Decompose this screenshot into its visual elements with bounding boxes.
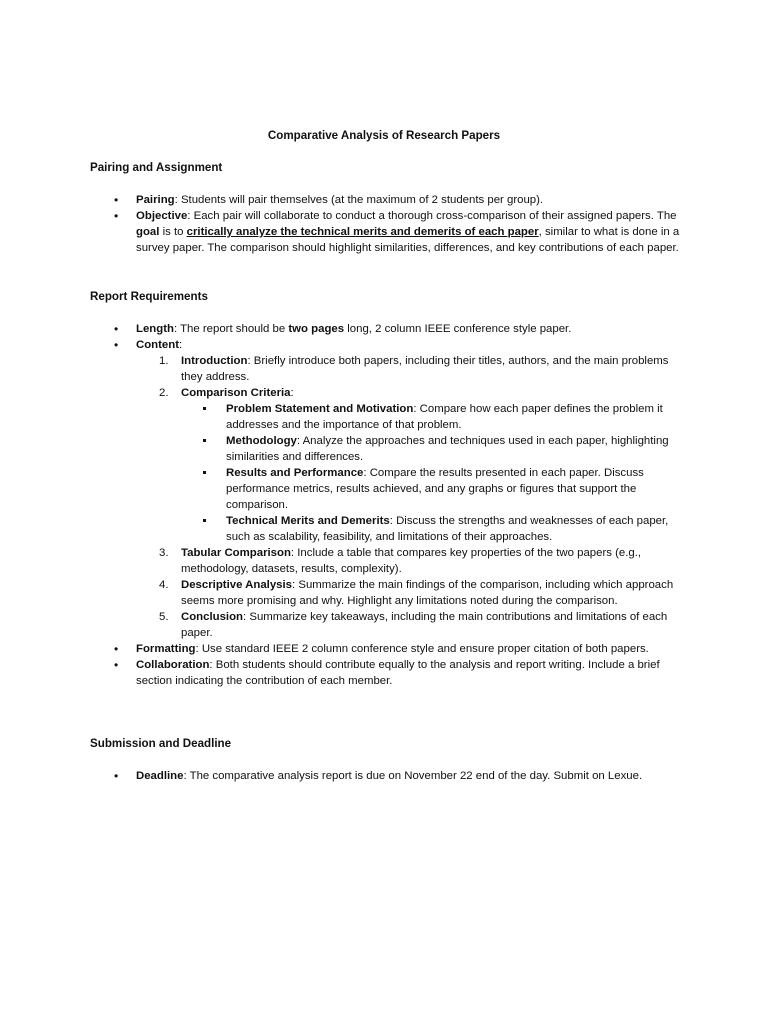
list-item bbox=[136, 353, 690, 385]
objective-item bbox=[90, 208, 690, 256]
collaboration-label: Collaboration bbox=[136, 659, 210, 671]
list-item bbox=[136, 609, 690, 641]
section-heading-submission: Submission and Deadline bbox=[90, 737, 232, 750]
section-heading-report: Report Requirements bbox=[90, 290, 208, 303]
section-heading-pairing: Pairing and Assignment bbox=[90, 161, 223, 174]
formatting-label: Formatting bbox=[136, 643, 196, 655]
pairing-item bbox=[90, 192, 690, 208]
criteria-text: : Compare how each paper defines the problem it addresses and the importance of that problem. bbox=[226, 403, 663, 431]
length-label: Length bbox=[136, 323, 174, 335]
submission-list bbox=[90, 768, 690, 784]
objective-text-3: , similar to what is done in a survey paper. The comparison should highlight similarities, differences, and key contributions of each paper. bbox=[136, 226, 680, 254]
criteria-item bbox=[181, 465, 690, 513]
criteria-text: : Analyze the approaches and techniques used in each paper, highlighting similarities and differences. bbox=[226, 435, 669, 463]
item-number: 3. bbox=[159, 547, 169, 559]
criteria-text: : Compare the results presented in each paper. Discuss performance metrics, results achieved, and any graphs or figures that support the comparison. bbox=[226, 467, 644, 511]
item-text: : Summarize key takeaways, including the main contributions and limitations of each paper. bbox=[181, 611, 668, 639]
content-numbered-list bbox=[136, 353, 690, 641]
formatting-text: : Use standard IEEE 2 column conference style and ensure proper citation of both papers. bbox=[195, 643, 649, 655]
deadline-text: : The comparative analysis report is due on November 22 end of the day. Submit on Lexue. bbox=[183, 770, 643, 782]
deadline-item bbox=[90, 768, 690, 784]
content-item bbox=[90, 337, 690, 641]
list-item bbox=[136, 545, 690, 577]
pairing-label: Pairing bbox=[136, 194, 175, 206]
criteria-label: Methodology bbox=[226, 435, 297, 447]
criteria-label: Problem Statement and Motivation bbox=[226, 403, 414, 415]
collaboration-item bbox=[90, 657, 690, 689]
criteria-item bbox=[181, 513, 690, 545]
length-text-2: long, 2 column IEEE conference style paper. bbox=[344, 323, 572, 335]
document-title: Comparative Analysis of Research Papers bbox=[267, 129, 501, 142]
goal-word: goal bbox=[136, 226, 160, 238]
length-emphasis: two pages bbox=[288, 323, 345, 335]
objective-label: Objective bbox=[136, 210, 188, 222]
item-label: Tabular Comparison bbox=[181, 547, 291, 559]
list-item bbox=[136, 385, 690, 545]
objective-text-2: is to bbox=[159, 226, 187, 238]
criteria-item bbox=[181, 433, 690, 465]
item-number: 2. bbox=[159, 387, 169, 399]
list-item bbox=[136, 577, 690, 609]
report-list bbox=[90, 321, 690, 689]
item-label: Introduction bbox=[181, 355, 248, 367]
criteria-list bbox=[181, 401, 690, 545]
item-label: Conclusion bbox=[181, 611, 244, 623]
item-label: Descriptive Analysis bbox=[181, 579, 293, 591]
deadline-label: Deadline bbox=[136, 770, 184, 782]
objective-emphasis: critically analyze the technical merits and demerits of each paper bbox=[186, 226, 539, 238]
criteria-label: Results and Performance bbox=[226, 467, 364, 479]
formatting-item bbox=[90, 641, 690, 657]
item-text: : bbox=[290, 387, 294, 399]
item-label: Comparison Criteria bbox=[181, 387, 291, 399]
item-number: 1. bbox=[159, 355, 169, 367]
item-number: 5. bbox=[159, 611, 169, 623]
pairing-text: : Students will pair themselves (at the maximum of 2 students per group). bbox=[174, 194, 544, 206]
item-number: 4. bbox=[159, 579, 169, 591]
criteria-item bbox=[181, 401, 690, 433]
collaboration-text: : Both students should contribute equally to the analysis and report writing. Include a brief section indicating the contribution of each member. bbox=[136, 659, 660, 687]
pairing-list bbox=[90, 192, 690, 256]
criteria-label: Technical Merits and Demerits bbox=[226, 515, 390, 527]
length-item bbox=[90, 321, 690, 337]
length-text-1: : The report should be bbox=[173, 323, 289, 335]
criteria-text: : Discuss the strengths and weaknesses of each paper, such as scalability, feasibility, and limitations of their approaches. bbox=[226, 515, 669, 543]
item-text: : Summarize the main findings of the comparison, including which approach seems more promising and why. Highlight any limitations noted during the comparison. bbox=[181, 579, 674, 607]
item-text: : Include a table that compares key properties of the two papers (e.g., methodology, datasets, results, complexity). bbox=[181, 547, 642, 575]
objective-text-1: : Each pair will collaborate to conduct a thorough cross-comparison of their assigned papers. The bbox=[187, 210, 677, 222]
content-label: Content bbox=[136, 339, 180, 351]
item-text: : Briefly introduce both papers, including their titles, authors, and the main problems they address. bbox=[181, 355, 669, 383]
content-colon: : bbox=[179, 339, 183, 351]
